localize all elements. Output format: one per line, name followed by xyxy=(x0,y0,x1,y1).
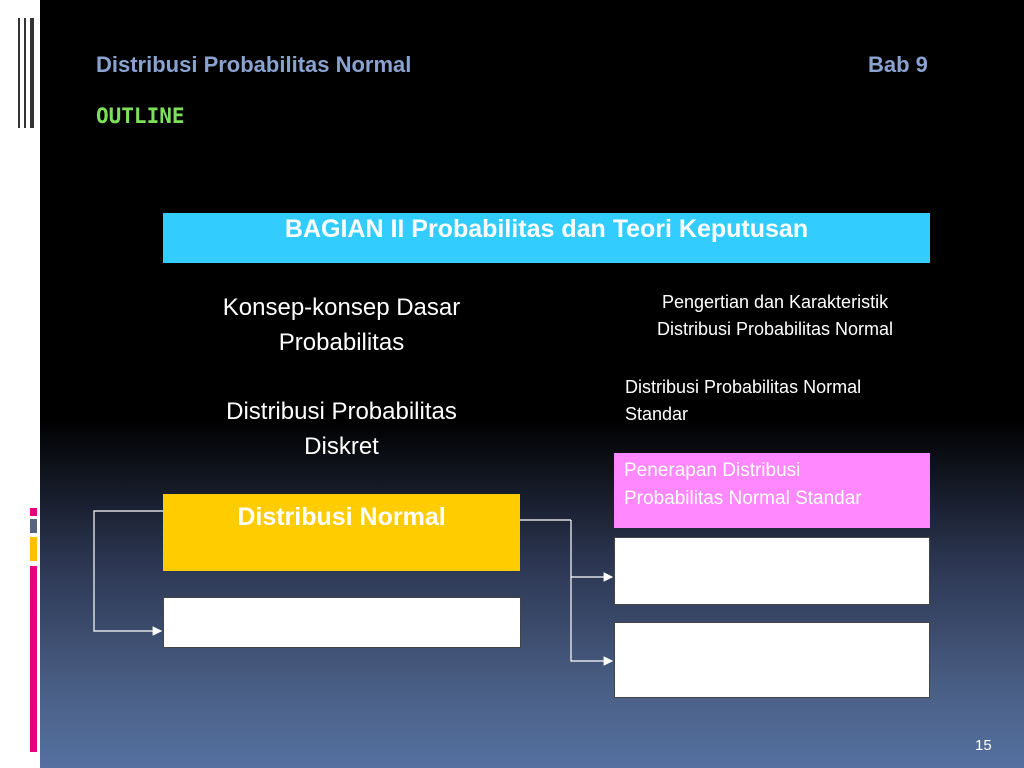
left-item-line: Konsep-konsep Dasar xyxy=(222,294,461,321)
right-item-line: Pengertian dan Karakteristik xyxy=(661,292,889,312)
right-connector-arrow-1 xyxy=(571,520,612,577)
application-line: Penerapan Distribusi xyxy=(624,460,801,481)
left-item-line: Diskret xyxy=(304,433,379,460)
right-item-line: Standar xyxy=(625,404,689,424)
left-connector-arrow xyxy=(94,511,163,631)
left-item-line: Probabilitas xyxy=(278,329,405,356)
chapter-label: Bab 9 xyxy=(868,52,928,77)
right-item-line: Distribusi Probabilitas Normal xyxy=(656,319,894,339)
page-number: 15 xyxy=(975,737,992,754)
normal-distribution-box: Distribusi Normal xyxy=(163,494,520,571)
part-banner: BAGIAN II Probabilitas dan Teori Keputusan xyxy=(163,213,930,263)
right-connector-arrow-2 xyxy=(571,577,612,661)
right-item-line: Distribusi Probabilitas Normal xyxy=(625,377,862,397)
outline-heading: OUTLINE xyxy=(96,104,185,128)
application-line: Probabilitas Normal Standar xyxy=(624,488,862,509)
left-item-line: Distribusi Probabilitas xyxy=(226,398,457,425)
slide-title: Distribusi Probabilitas Normal xyxy=(96,52,412,77)
